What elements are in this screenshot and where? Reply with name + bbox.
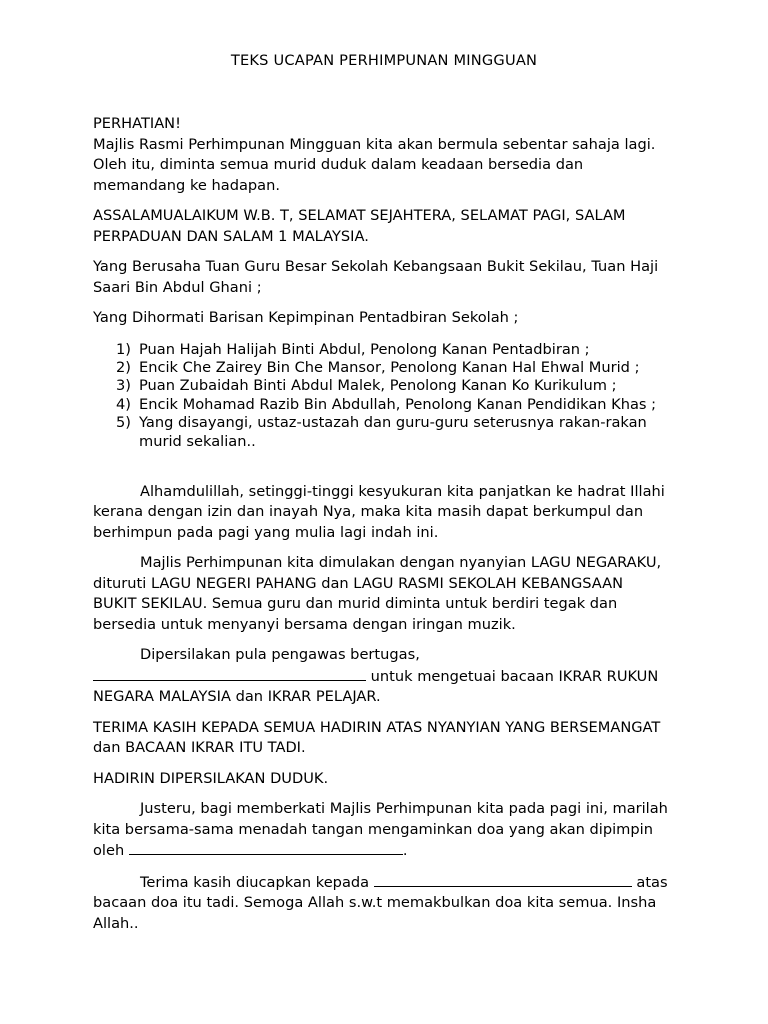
paragraph-terima-kasih: [93, 718, 713, 759]
paragraph-kepimpinan: [93, 308, 713, 329]
text-line: [93, 840, 713, 862]
list-text: Encik Che Zairey Bin Che Mansor, Penolong Kanan Hal Ehwal Murid ;: [139, 358, 640, 376]
text-line: BUKIT SEKILAU. Semua guru dan murid diminta untuk berdiri tegak dan: [93, 595, 618, 613]
list-number: 5): [116, 414, 131, 432]
text-line: Majlis Rasmi Perhimpunan Mingguan kita akan bermula sebentar sahaja lagi.: [93, 135, 656, 153]
text-line: memandang ke hadapan.: [93, 176, 281, 194]
text-line: Allah..: [93, 914, 139, 932]
blank-line-pengawas[interactable]: [93, 666, 366, 681]
text-line: Yang Berusaha Tuan Guru Besar Sekolah Kebangsaan Bukit Sekilau, Tuan Haji: [93, 258, 659, 275]
dignitaries-list: [93, 341, 713, 451]
list-number: 3): [116, 377, 131, 395]
text-line: PERHATIAN!: [93, 115, 181, 132]
text-line: dan BACAAN IKRAR ITU TADI.: [93, 739, 306, 757]
text-line: Justeru, bagi memberkati Majlis Perhimpunan kita pada pagi ini, marilah: [140, 800, 668, 818]
text-line: Saari Bin Abdul Ghani ;: [93, 278, 262, 296]
text-line: berhimpun pada pagi yang mulia lagi indah ini.: [93, 523, 439, 541]
text-line: kerana dengan izin dan inayah Nya, maka kita masih dapat berkumpul dan: [93, 503, 644, 521]
text-line: NEGARA MALAYSIA dan IKRAR PELAJAR.: [93, 688, 381, 706]
text-line: ASSALAMUALAIKUM W.B. T, SELAMAT SEJAHTERA, SELAMAT PAGI, SALAM: [93, 207, 626, 224]
list-item: [93, 414, 713, 451]
list-item: [93, 396, 713, 414]
text-line: bacaan doa itu tadi. Semoga Allah s.w.t memakbulkan doa kita semua. Insha: [93, 894, 657, 912]
paragraph-perhatian: [93, 114, 713, 196]
text-span: oleh: [93, 842, 129, 860]
text-line: Majlis Perhimpunan kita dimulakan dengan nyanyian LAGU NEGARAKU,: [140, 554, 662, 572]
list-text: Encik Mohamad Razib Bin Abdullah, Penolong Kanan Pendidikan Khas ;: [139, 395, 657, 413]
paragraph-salam: [93, 206, 713, 247]
list-item: [93, 377, 713, 395]
text-line: bersedia untuk menyanyi bersama dengan iringan muzik.: [93, 615, 516, 633]
text-line: PERPADUAN DAN SALAM 1 MALAYSIA.: [93, 227, 369, 245]
paragraph-duduk: [93, 769, 713, 790]
list-number: 1): [116, 340, 131, 358]
list-text: Yang disayangi, ustaz-ustazah dan guru-guru seterusnya rakan-rakan: [139, 414, 647, 432]
text-span: Terima kasih diucapkan kepada: [140, 873, 374, 891]
paragraph-ikrar: [93, 645, 713, 708]
paragraph-lagu: [93, 553, 713, 635]
text-line: dituruti LAGU NEGERI PAHANG dan LAGU RASMI SEKOLAH KEBANGSAAN: [93, 574, 624, 592]
list-text: Puan Hajah Halijah Binti Abdul, Penolong Kanan Pentadbiran ;: [139, 340, 590, 358]
paragraph-alhamdulillah: [93, 482, 713, 544]
blank-line-pembaca-doa[interactable]: [374, 872, 632, 887]
paragraph-guru-besar: [93, 257, 713, 298]
list-item: [93, 341, 713, 359]
list-text: Puan Zubaidah Binti Abdul Malek, Penolong Kanan Ko Kurikulum ;: [139, 377, 617, 395]
text-line: kita bersama-sama menadah tangan mengaminkan doa yang akan dipimpin: [93, 820, 653, 838]
list-item: [93, 359, 713, 377]
text-span: untuk mengetuai bacaan IKRAR RUKUN: [366, 667, 659, 685]
paragraph-penutup: [93, 872, 713, 935]
text-line: HADIRIN DIPERSILAKAN DUDUK.: [93, 769, 329, 787]
text-line: Oleh itu, diminta semua murid duduk dalam keadaan bersedia dan: [93, 156, 584, 173]
list-text: murid sekalian..: [139, 432, 256, 450]
document-body: [93, 114, 713, 934]
text-line: Alhamdulillah, setinggi-tinggi kesyukuran kita panjatkan ke hadrat Illahi: [140, 482, 665, 500]
text-line: [93, 666, 713, 688]
paragraph-doa: [93, 799, 713, 862]
text-span: atas: [631, 873, 668, 891]
text-line: [93, 872, 713, 894]
text-line: TERIMA KASIH KEPADA SEMUA HADIRIN ATAS NYANYIAN YANG BERSEMANGAT: [93, 718, 661, 736]
list-number: 2): [116, 358, 131, 376]
text-line: Yang Dihormati Barisan Kepimpinan Pentadbiran Sekolah ;: [93, 309, 519, 326]
list-number: 4): [116, 395, 131, 413]
text-line: Dipersilakan pula pengawas bertugas,: [140, 646, 420, 664]
text-span: .: [402, 842, 408, 860]
document-title: TEKS UCAPAN PERHIMPUNAN MINGGUAN: [230, 52, 538, 69]
blank-line-doa[interactable]: [129, 840, 403, 855]
